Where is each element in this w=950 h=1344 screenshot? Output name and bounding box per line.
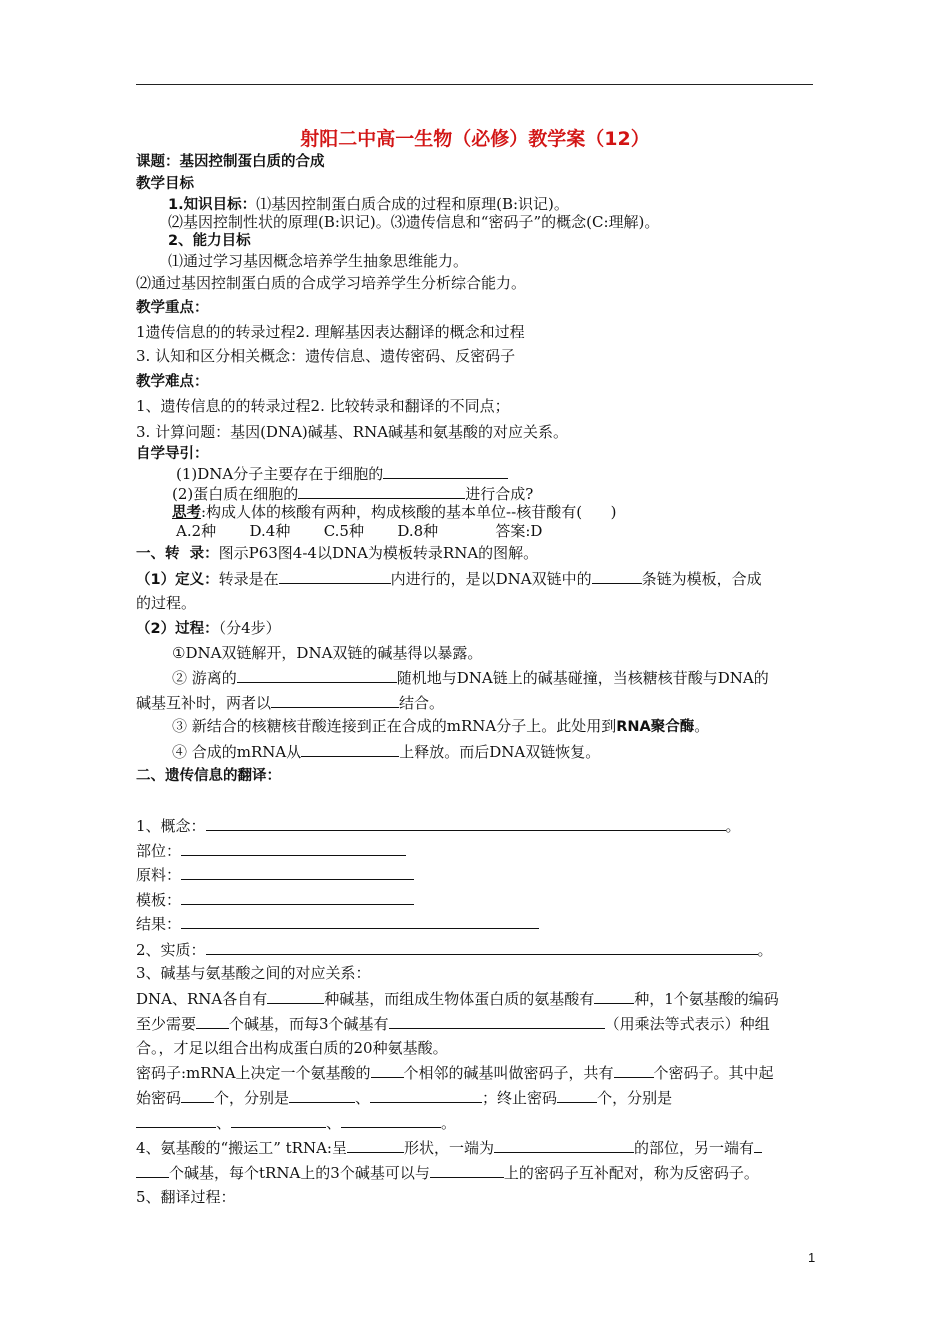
- blank: [494, 1137, 634, 1153]
- step3a: ③ 新结合的核糖核苷酸连接到正在合成的mRNA分子上。此处用到: [172, 717, 617, 735]
- proc-label: （2）过程：: [136, 621, 219, 637]
- blank: [206, 815, 726, 831]
- corr-1a: DNA、RNA各自有: [136, 990, 268, 1008]
- diff-2: 3. 计算问题：基因(DNA)碱基、RNA碱基和氨基酸的对应关系。: [136, 423, 569, 441]
- blank: [430, 1162, 504, 1178]
- header-rule: [136, 84, 813, 85]
- corr-2b: 个碱基，而每3个碱基有: [229, 1015, 389, 1033]
- period: 。: [441, 1114, 457, 1132]
- blank: [181, 1087, 214, 1103]
- blank: [181, 840, 406, 856]
- blank: [279, 568, 391, 584]
- goal2-label: 2、能力目标: [168, 233, 251, 249]
- result-label: 结果：: [136, 915, 182, 933]
- blank: [371, 1062, 404, 1078]
- trna-b: 形状，一端为: [403, 1139, 494, 1157]
- start-line: [136, 1087, 672, 1108]
- step2: [172, 667, 769, 688]
- step2c: 碱基互补时，两者以: [136, 694, 272, 712]
- step2a: ② 游离的: [172, 669, 237, 687]
- blank: [181, 864, 414, 880]
- corr-1c: 种，1个氨基酸的编码: [634, 990, 779, 1008]
- step4b: 上释放。而后DNA双链恢复。: [399, 743, 601, 761]
- goals-heading: 教学目标: [136, 176, 194, 192]
- separator: 、: [326, 1114, 342, 1132]
- corr-2a: 至少需要: [136, 1015, 197, 1033]
- corr-2c: （用乘法等式表示）种组: [604, 1015, 770, 1033]
- step3c: 。: [694, 717, 710, 735]
- key-2: 3. 认知和区分相关概念：遗传信息、遗传密码、反密码子: [136, 347, 516, 365]
- topic: 课题：基因控制蛋白质的合成: [136, 154, 325, 170]
- blank: [557, 1087, 597, 1103]
- self-2: [172, 483, 533, 504]
- blank: [592, 568, 642, 584]
- rna-polymerase: RNA聚合酶: [616, 719, 695, 735]
- blank: [289, 1087, 355, 1103]
- goal1-text: ⑴基因控制蛋白质合成的过程和原理(B:识记)。: [256, 195, 569, 213]
- proc-line: [136, 618, 281, 639]
- site-line: [136, 840, 406, 861]
- blank: [231, 1112, 326, 1128]
- material-line: [136, 864, 414, 885]
- self-heading: 自学导引：: [136, 446, 209, 462]
- trna2-a: 个碱基，每个tRNA上的3个碱基可以与: [169, 1164, 430, 1182]
- page-number: 1: [808, 1250, 816, 1265]
- think-text: :构成人体的核酸有两种，构成核酸的基本单位--核苷酸有( ): [201, 503, 617, 521]
- step1: ①DNA双链解开，DNA双链的碱基得以暴露。: [172, 644, 483, 662]
- blank: [754, 1137, 762, 1153]
- blank: [614, 1062, 654, 1078]
- blank: [301, 741, 399, 757]
- concept-line: [136, 815, 741, 836]
- material-label: 原料：: [136, 866, 182, 884]
- blank: [237, 667, 397, 683]
- def-line2: 的过程。: [136, 594, 197, 612]
- trna-line: [136, 1137, 762, 1158]
- self-1: [176, 463, 508, 484]
- essence-label: 2、实质：: [136, 941, 206, 959]
- step4: [172, 741, 600, 762]
- blank: [298, 483, 465, 499]
- def-c: 条链为模板，合成: [641, 570, 762, 588]
- blank: [196, 1013, 229, 1029]
- corr-2: [136, 1013, 770, 1034]
- trna-c: 的部位，另一端有: [634, 1139, 755, 1157]
- def-a: 转录是在: [218, 570, 279, 588]
- step2-line2: [136, 692, 444, 713]
- period: 。: [757, 941, 773, 959]
- trna-a: 4、氨基酸的“搬运工” tRNA:呈: [136, 1139, 347, 1157]
- stop-codons-line: [136, 1112, 456, 1133]
- key-heading: 教学重点：: [136, 300, 209, 316]
- start-a: 始密码: [136, 1089, 182, 1107]
- separator: 、: [355, 1089, 371, 1107]
- goal2-b: ⑵通过基因控制蛋白质的合成学习培养学生分析综合能力。: [136, 274, 527, 292]
- def-label: （1）定义：: [136, 572, 219, 588]
- blank: [267, 988, 324, 1004]
- step2b: 随机地与DNA链上的碱基碰撞，当核糖核苷酸与DNA的: [396, 669, 769, 687]
- self-2a-text: (2)蛋白质在细胞的: [172, 485, 299, 503]
- goal2-a: ⑴通过学习基因概念培养学生抽象思维能力。: [168, 252, 469, 270]
- sec1-line: [136, 543, 538, 564]
- page-title: 射阳二中高一生物（必修）教学案（12）: [300, 128, 650, 150]
- start-d: 个，分别是: [597, 1089, 673, 1107]
- start-c: ；终止密码: [482, 1089, 558, 1107]
- corr-heading: 3、碱基与氨基酸之间的对应关系：: [136, 964, 371, 982]
- diff-heading: 教学难点：: [136, 374, 209, 390]
- result-line: [136, 913, 539, 934]
- blank: [181, 913, 539, 929]
- think-label: 思考: [172, 505, 201, 521]
- template-line: [136, 889, 414, 910]
- blank: [181, 889, 414, 905]
- self-2b-text: 进行合成?: [465, 485, 534, 503]
- goal1-label: 1.知识目标：: [168, 197, 257, 213]
- diff-1: 1、遗传信息的的转录过程2. 比较转录和翻译的不同点；: [136, 397, 510, 415]
- codon-c: 个密码子。其中起: [653, 1064, 774, 1082]
- codon-line: [136, 1062, 774, 1083]
- corr-1b: 种碱基，而组成生物体蛋白质的氨基酸有: [324, 990, 595, 1008]
- blank: [136, 1162, 169, 1178]
- trna-line2: [136, 1162, 759, 1183]
- blank: [271, 692, 399, 708]
- choices: A.2种 D.4种 C.5种 D.8种 答案:D: [176, 522, 543, 540]
- blank: [594, 988, 634, 1004]
- template-label: 模板：: [136, 891, 182, 909]
- corr-1: [136, 988, 779, 1009]
- key-1: 1遗传信息的的转录过程2. 理解基因表达翻译的概念和过程: [136, 323, 525, 341]
- site-label: 部位：: [136, 842, 182, 860]
- start-b: 个，分别是: [214, 1089, 290, 1107]
- blank: [347, 1137, 404, 1153]
- step4a: ④ 合成的mRNA从: [172, 743, 302, 761]
- sec2-heading: 二、遗传信息的翻译：: [136, 768, 281, 784]
- essence-line: [136, 939, 773, 960]
- translation-process: 5、翻译过程：: [136, 1188, 236, 1206]
- self-1-text: (1)DNA分子主要存在于细胞的: [176, 465, 384, 483]
- blank: [206, 939, 758, 955]
- separator: 、: [216, 1114, 232, 1132]
- sec1-text: 图示P63图4-4以DNA为模板转录RNA的图解。: [218, 544, 539, 562]
- codon-a: 密码子:mRNA上决定一个氨基酸的: [136, 1064, 371, 1082]
- step2d: 结合。: [399, 694, 445, 712]
- trna2-b: 上的密码子互补配对，称为反密码子。: [503, 1164, 759, 1182]
- concept-label: 1、概念：: [136, 817, 206, 835]
- goal1-line2: ⑵基因控制性状的原理(B:识记)。⑶遗传信息和“密码子”的概念(C:理解)。: [168, 213, 660, 231]
- codon-b: 个相邻的碱基叫做密码子，共有: [403, 1064, 614, 1082]
- blank: [341, 1112, 441, 1128]
- blank: [136, 1112, 216, 1128]
- def-line: [136, 568, 762, 590]
- proc-note: （分4步）: [218, 619, 281, 637]
- think-line: [172, 502, 617, 523]
- step3: [172, 716, 709, 737]
- sec1-label: 一、转 录：: [136, 546, 219, 562]
- blank: [383, 463, 508, 479]
- corr-3: 合。，才足以组合出构成蛋白质的20种氨基酸。: [136, 1039, 448, 1057]
- period: 。: [725, 817, 741, 835]
- blank: [389, 1013, 605, 1029]
- blank: [370, 1087, 482, 1103]
- def-b: 内进行的，是以DNA双链中的: [390, 570, 592, 588]
